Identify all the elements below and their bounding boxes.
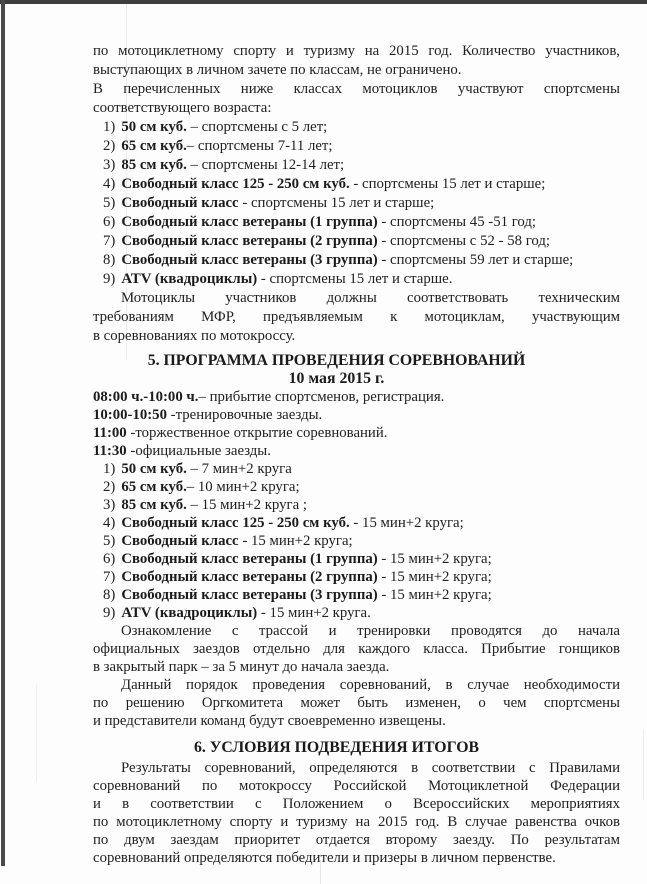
paragraph-line: Данный порядок проведения соревнований, в случае необходимости — [121, 677, 620, 693]
class-name: ATV (квадроциклы) — [121, 271, 258, 287]
schedule-time: 11:00 — [93, 425, 127, 441]
list-item-number: 1) — [103, 119, 116, 135]
race-duration: - 15 мин+2 круга; — [349, 515, 464, 531]
program-list-item — [93, 604, 620, 622]
class-name: 65 см куб. — [121, 479, 187, 495]
tech-requirements-paragraph — [93, 289, 620, 346]
page-text-column — [93, 42, 620, 867]
class-description: – спортсмены с 5 лет; — [186, 119, 328, 135]
class-name: Свободный класс — [121, 195, 239, 211]
schedule-description: – прибытие спортсменов, регистрация. — [198, 389, 445, 405]
paragraph-line: и в соответствии с Положением о Всероссийских мероприятиях — [93, 796, 620, 812]
race-duration: – 7 мин+2 круга — [186, 461, 292, 477]
paragraph-line: требованиям МФР, предъявляемым к мотоциклам, участвующим — [93, 309, 620, 325]
race-duration: - 15 мин+2 круга; — [377, 587, 492, 603]
program-list-item — [93, 478, 620, 496]
paragraph-line: по двум заездам приоритет отдается второму заезду. По результатам — [93, 832, 620, 848]
schedule-description: -торжественное открытие соревнований. — [126, 425, 388, 441]
class-name: Свободный класс 125 - 250 см куб. — [121, 515, 350, 531]
schedule-description: -тренировочные заезды. — [166, 407, 323, 423]
scan-artifact-fold-line — [643, 730, 644, 800]
paragraph-line: соревнований определяются победители и призеры в личном первенстве. — [93, 850, 556, 866]
paragraph-line: соответствующего возраста: — [93, 100, 272, 116]
class-name: Свободный класс ветераны (3 группа) — [121, 587, 378, 603]
class-name: 85 см куб. — [121, 497, 187, 513]
class-name: Свободный класс ветераны (2 группа) — [121, 233, 378, 249]
list-item-number: 4) — [103, 176, 116, 192]
paragraph-line: по мотоциклетному спорту и туризму на 2015 год. В случае равенства очков — [93, 814, 620, 830]
list-item-number: 9) — [103, 271, 116, 287]
paragraph-line: по решению Оргкомитета может быть изменен, о чем спортсмены — [93, 695, 620, 711]
class-list-item — [93, 175, 620, 194]
list-item-number: 1) — [103, 461, 116, 477]
results-paragraph — [93, 759, 620, 867]
class-description: - спортсмены 59 лет и старше; — [377, 252, 574, 268]
list-item-number: 5) — [103, 533, 116, 549]
list-item-number: 2) — [103, 479, 116, 495]
scan-artifact-fold-line — [36, 684, 37, 782]
list-item-number: 5) — [103, 195, 116, 211]
class-description: - спортсмены 15 лет и старше; — [349, 176, 546, 192]
paragraph-line: Мотоциклы участников должны соответствовать техническим — [121, 290, 620, 306]
schedule-description: -официальные заезды. — [126, 443, 271, 459]
list-item-number: 3) — [103, 157, 116, 173]
order-change-paragraph — [93, 676, 620, 730]
schedule-item — [93, 442, 620, 460]
race-duration: - 15 мин+2 круга; — [377, 569, 492, 585]
class-description: - спортсмены 15 лет и старше. — [257, 271, 453, 287]
class-list-item — [93, 213, 620, 232]
schedule-item — [93, 406, 620, 424]
race-duration: - 15 мин+2 круга; — [377, 551, 492, 567]
class-name: ATV (квадроциклы) — [121, 605, 258, 621]
class-description: - спортсмены с 52 - 58 год; — [377, 233, 551, 249]
class-name: Свободный класс ветераны (1 группа) — [121, 551, 378, 567]
paragraph-line: в закрытый парк – за 5 минут до начала заезда. — [93, 659, 390, 675]
class-name: 85 см куб. — [121, 157, 187, 173]
list-item-number: 8) — [103, 252, 116, 268]
class-name: Свободный класс ветераны (2 группа) — [121, 569, 378, 585]
list-item-number: 3) — [103, 497, 116, 513]
list-item-number: 4) — [103, 515, 116, 531]
scan-artifact-left-edge — [1, 0, 5, 866]
schedule-time: 11:30 — [93, 443, 127, 459]
class-name: 65 см куб. — [121, 138, 187, 154]
class-list-item — [93, 137, 620, 156]
list-item-number: 8) — [103, 587, 116, 603]
paragraph-line: в соревнованиях по мотокроссу. — [93, 328, 296, 344]
section5-heading: 5. ПРОГРАММА ПРОВЕДЕНИЯ СОРЕВНОВАНИЙ — [147, 352, 526, 369]
track-familiarization-paragraph — [93, 622, 620, 676]
program-list-item — [93, 460, 620, 478]
paragraph-line: В перечисленных ниже классах мотоциклов участвуют спортсмены — [93, 81, 620, 97]
class-list-item — [93, 118, 620, 137]
list-item-number: 6) — [103, 214, 116, 230]
scan-artifact-top-edge — [0, 0, 647, 4]
paragraph-line: по мотоциклетному спорту и туризму на 2015 год. Количество участников, — [93, 43, 620, 59]
class-name: Свободный класс 125 - 250 см куб. — [121, 176, 350, 192]
program-list-item — [93, 568, 620, 586]
list-item-number: 9) — [103, 605, 116, 621]
paragraph-line: Результаты соревнований, определяются в соответствии с Правилами — [121, 760, 620, 776]
race-duration: – 15 мин+2 круга ; — [186, 497, 307, 513]
class-name: 50 см куб. — [121, 461, 187, 477]
class-list-item — [93, 156, 620, 175]
class-list-item — [93, 270, 620, 289]
section6-heading: 6. УСЛОВИЯ ПОДВЕДЕНИЯ ИТОГОВ — [193, 739, 480, 756]
class-name: Свободный класс — [121, 533, 239, 549]
list-item-number: 7) — [103, 233, 116, 249]
class-list-item — [93, 232, 620, 251]
class-list-item — [93, 251, 620, 270]
classes-list — [93, 118, 620, 289]
list-item-number: 6) — [103, 551, 116, 567]
class-name: 50 см куб. — [121, 119, 187, 135]
program-list-item — [93, 532, 620, 550]
paragraph-line: и представители команд будут своевременно извещены. — [93, 713, 446, 729]
paragraph-line: Ознакомление с трассой и тренировки проводятся до начала — [121, 623, 620, 639]
race-duration: - 15 мин+2 круга; — [238, 533, 353, 549]
list-item-number: 7) — [103, 569, 116, 585]
intro-paragraph — [93, 42, 620, 80]
class-description: – спортсмены 7-11 лет; — [186, 138, 333, 154]
class-list-item — [93, 194, 620, 213]
schedule-item — [93, 388, 620, 406]
classes-intro-paragraph — [93, 80, 620, 118]
program-list-item — [93, 586, 620, 604]
event-date-heading: 10 мая 2015 г. — [288, 370, 385, 387]
class-description: - спортсмены 15 лет и старше; — [238, 195, 435, 211]
program-list-item — [93, 496, 620, 514]
race-duration: - 15 мин+2 круга. — [257, 605, 371, 621]
schedule-time: 08:00 ч.-10:00 ч. — [93, 389, 199, 405]
list-item-number: 2) — [103, 138, 116, 154]
program-list-item — [93, 514, 620, 532]
class-name: Свободный класс ветераны (3 группа) — [121, 252, 378, 268]
schedule-list — [93, 388, 620, 460]
paragraph-line: выступающих в личном зачете по классам, не ограничено. — [93, 62, 462, 78]
paragraph-line: соревнований по мотокроссу Российской Мотоциклетной Федерации — [93, 778, 620, 794]
class-description: - спортсмены 45 -51 год; — [377, 214, 537, 230]
schedule-item — [93, 424, 620, 442]
program-list-item — [93, 550, 620, 568]
race-duration: – 10 мин+2 круга; — [186, 479, 300, 495]
paragraph-line: официальных заездов отдельно для каждого класса. Прибытие гонщиков — [93, 641, 620, 657]
program-list — [93, 460, 620, 622]
schedule-time: 10:00-10:50 — [93, 407, 167, 423]
class-name: Свободный класс ветераны (1 группа) — [121, 214, 378, 230]
class-description: – спортсмены 12-14 лет; — [186, 157, 345, 173]
